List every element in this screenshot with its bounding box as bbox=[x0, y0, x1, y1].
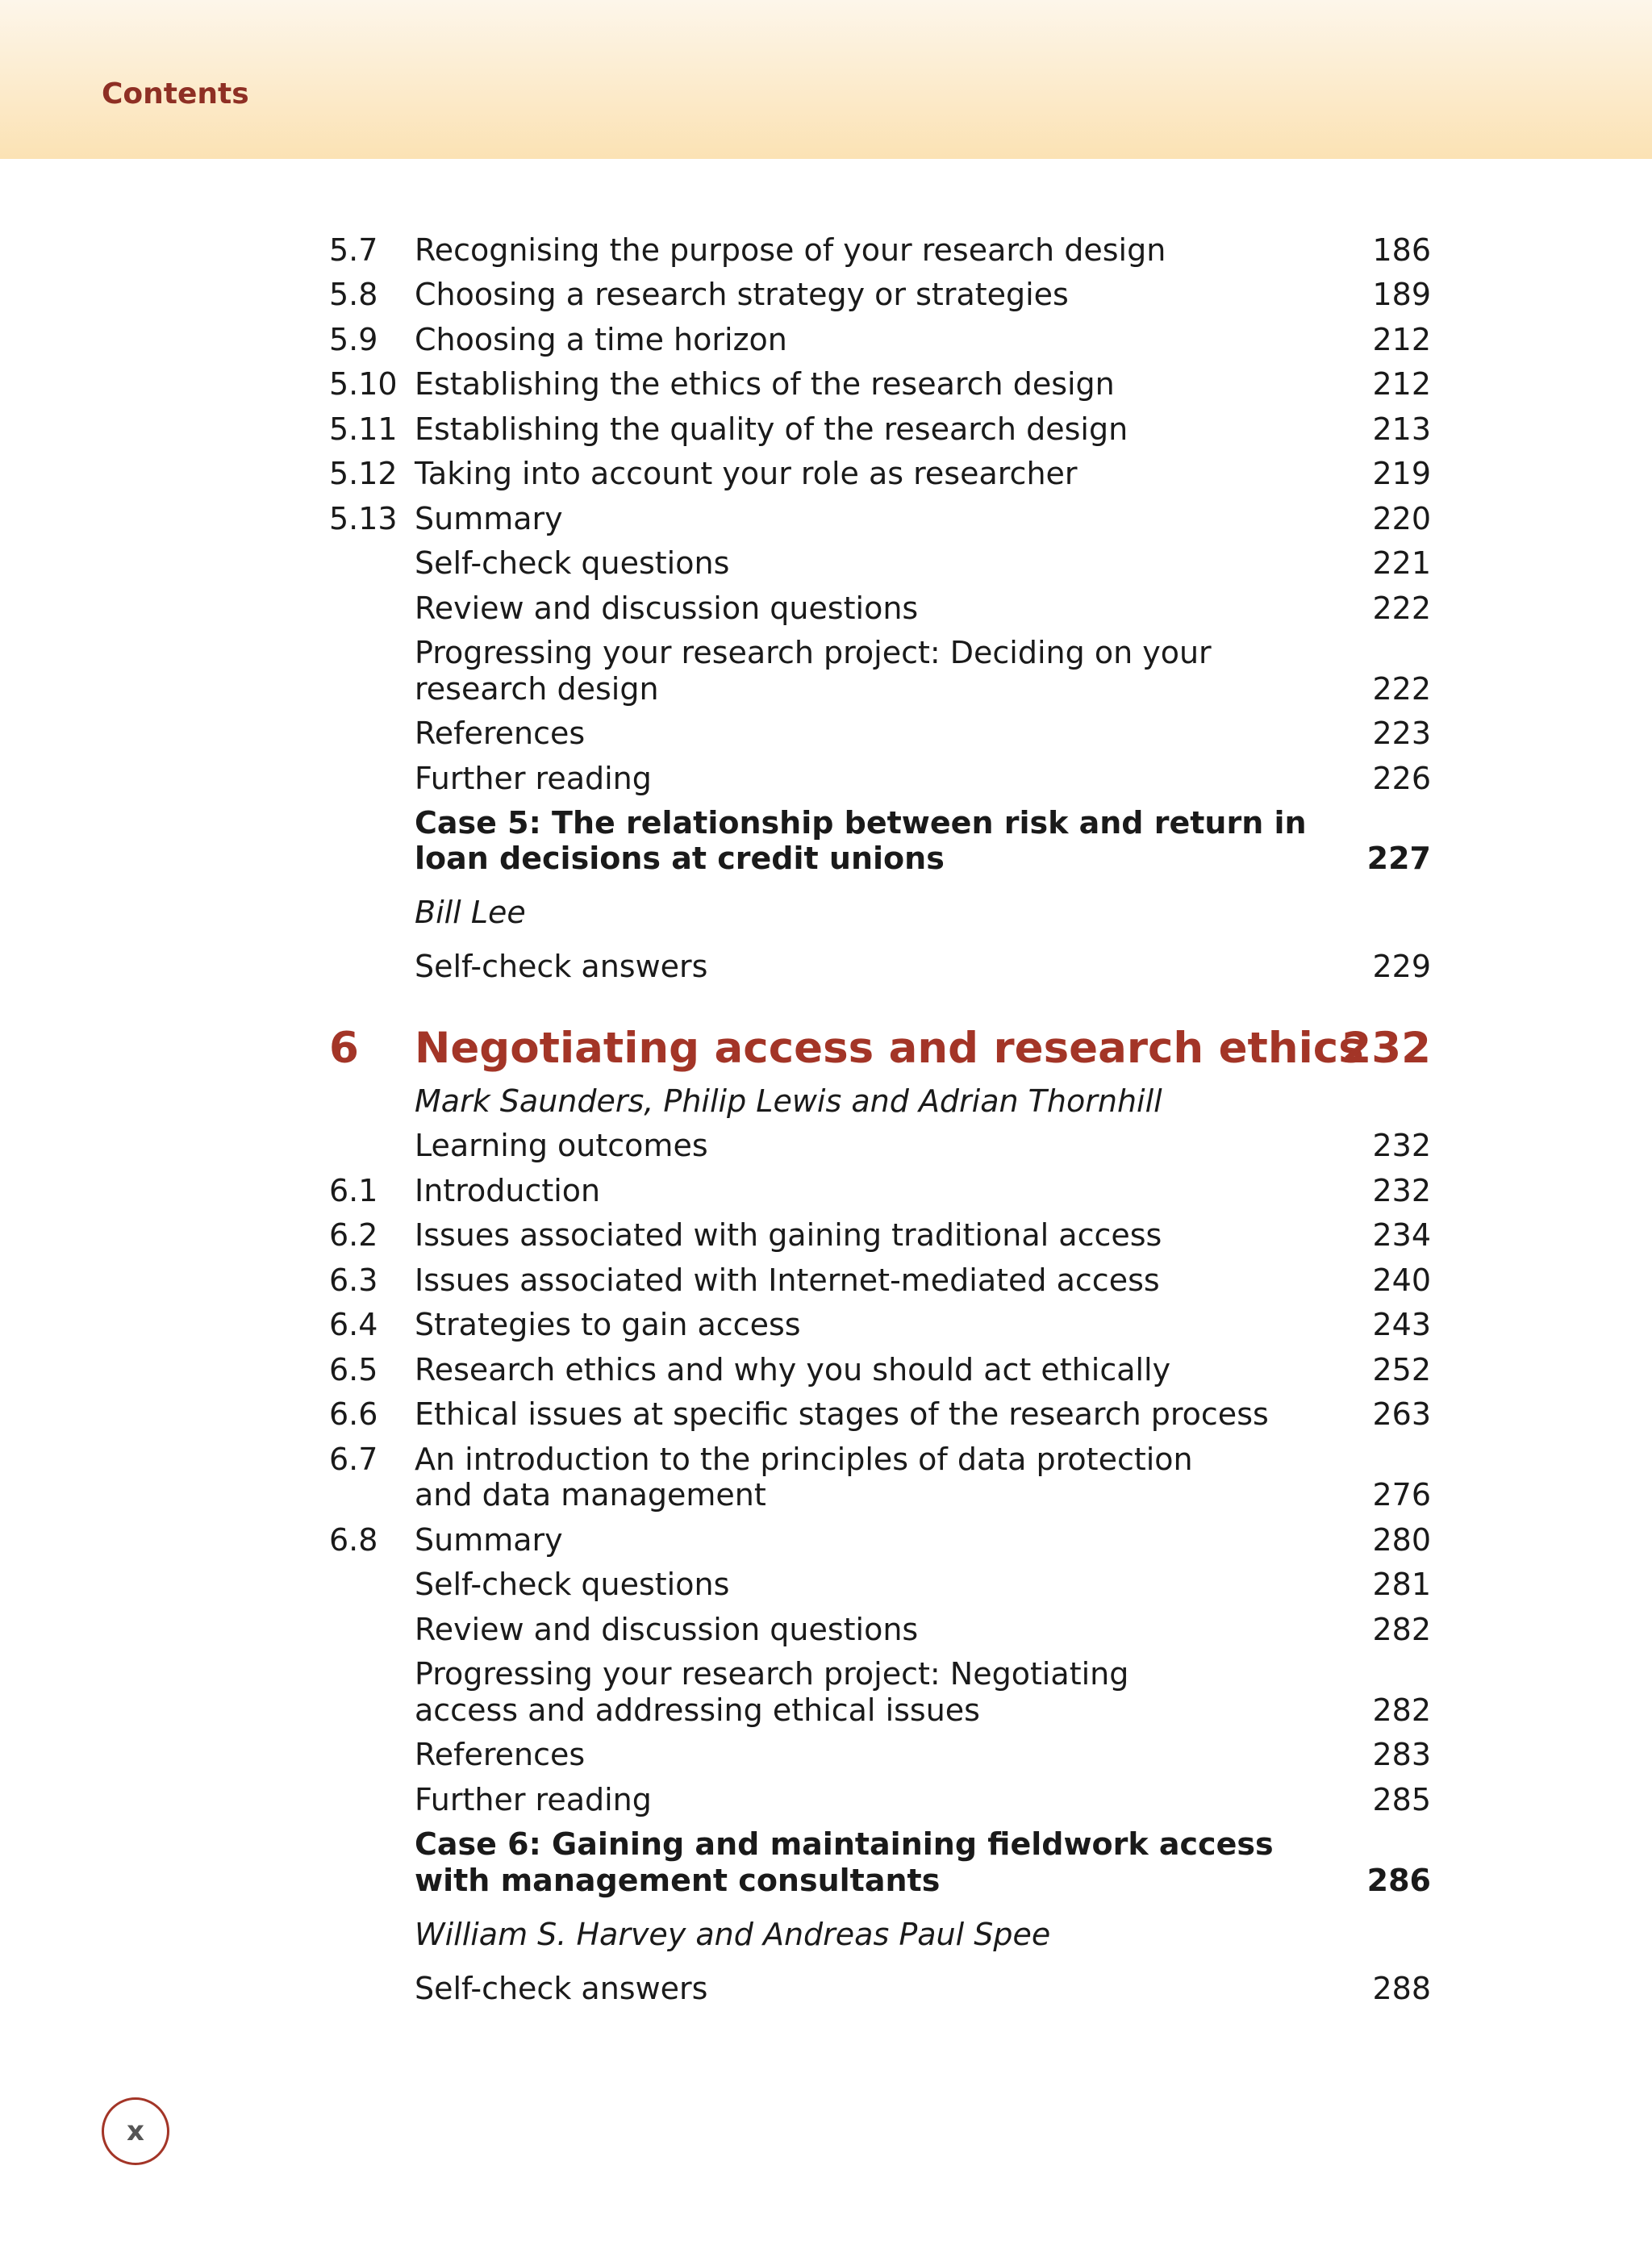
case-study-title: Case 6: Gaining and maintaining fieldwork access bbox=[415, 1826, 1274, 1862]
page-number: 212 bbox=[1372, 366, 1431, 402]
page-number: 222 bbox=[1372, 671, 1431, 707]
page-number: 213 bbox=[1372, 411, 1431, 447]
section-number: 6.5 bbox=[329, 1352, 378, 1387]
chapter-title: Negotiating access and research ethics bbox=[415, 1024, 1364, 1073]
section-title: Further reading bbox=[415, 1782, 652, 1817]
section-number: 6.7 bbox=[329, 1442, 378, 1477]
section-number: 5.7 bbox=[329, 232, 378, 268]
section-title: Choosing a time horizon bbox=[415, 322, 787, 357]
section-number: 6.8 bbox=[329, 1522, 378, 1558]
section-title: Issues associated with gaining traditional access bbox=[415, 1217, 1162, 1253]
section-number: 5.8 bbox=[329, 277, 378, 312]
page-number: 243 bbox=[1372, 1307, 1431, 1342]
running-header-title: Contents bbox=[102, 77, 249, 111]
section-title: References bbox=[415, 1737, 586, 1772]
page-number: 223 bbox=[1372, 716, 1431, 751]
page-number: 222 bbox=[1372, 590, 1431, 626]
section-number: 6.1 bbox=[329, 1173, 378, 1208]
section-number: 5.11 bbox=[329, 411, 398, 447]
section-title: Research ethics and why you should act ethically bbox=[415, 1352, 1171, 1387]
page-number: 234 bbox=[1372, 1217, 1431, 1253]
page-number: 263 bbox=[1372, 1396, 1431, 1432]
page-number: 280 bbox=[1372, 1522, 1431, 1558]
section-title: Progressing your research project: Negotiating bbox=[415, 1656, 1129, 1692]
section-title: Strategies to gain access bbox=[415, 1307, 801, 1342]
author-name: Bill Lee bbox=[415, 895, 526, 930]
section-title: Ethical issues at specific stages of the research process bbox=[415, 1396, 1269, 1432]
chapter-page-number: 232 bbox=[1341, 1024, 1431, 1073]
section-title: Review and discussion questions bbox=[415, 1612, 919, 1647]
page-number: 283 bbox=[1372, 1737, 1431, 1772]
section-title: Learning outcomes bbox=[415, 1128, 708, 1163]
section-number: 6.4 bbox=[329, 1307, 378, 1342]
section-number: 6.6 bbox=[329, 1396, 378, 1432]
section-title: research design bbox=[415, 671, 659, 707]
author-names: Mark Saunders, Philip Lewis and Adrian Thornhill bbox=[415, 1083, 1162, 1119]
section-title: Self-check answers bbox=[415, 1971, 708, 2006]
page-number: 226 bbox=[1372, 761, 1431, 796]
section-title: Choosing a research strategy or strategies bbox=[415, 277, 1069, 312]
section-number: 5.10 bbox=[329, 366, 398, 402]
section-title: Further reading bbox=[415, 761, 652, 796]
section-number: 6.2 bbox=[329, 1217, 378, 1253]
page-number: 276 bbox=[1372, 1477, 1431, 1513]
section-title: access and addressing ethical issues bbox=[415, 1692, 980, 1728]
page-number: 286 bbox=[1366, 1863, 1431, 1898]
section-number: 5.12 bbox=[329, 456, 398, 491]
case-study-title: Case 5: The relationship between risk and return in bbox=[415, 805, 1307, 841]
section-title: Establishing the quality of the research design bbox=[415, 411, 1128, 447]
page-number: 285 bbox=[1372, 1782, 1431, 1817]
page-number: 186 bbox=[1372, 232, 1431, 268]
page-number: 252 bbox=[1372, 1352, 1431, 1387]
section-title: Recognising the purpose of your research design bbox=[415, 232, 1166, 268]
page-number: 221 bbox=[1372, 545, 1431, 581]
section-title: Self-check questions bbox=[415, 545, 730, 581]
page-number: 288 bbox=[1372, 1971, 1431, 2006]
section-title: and data management bbox=[415, 1477, 766, 1513]
page-number: 232 bbox=[1372, 1128, 1431, 1163]
section-number: 5.13 bbox=[329, 501, 398, 536]
section-number: 6.3 bbox=[329, 1262, 378, 1298]
section-title: Introduction bbox=[415, 1173, 601, 1208]
section-title: Self-check questions bbox=[415, 1567, 730, 1602]
author-name: William S. Harvey and Andreas Paul Spee bbox=[415, 1917, 1051, 1952]
page-number: 282 bbox=[1372, 1612, 1431, 1647]
section-title: Establishing the ethics of the research design bbox=[415, 366, 1115, 402]
page-number: 189 bbox=[1372, 277, 1431, 312]
section-title: Summary bbox=[415, 1522, 563, 1558]
section-title: Taking into account your role as researcher bbox=[415, 456, 1078, 491]
page-number: 240 bbox=[1372, 1262, 1431, 1298]
section-number: 5.9 bbox=[329, 322, 378, 357]
page-number: 227 bbox=[1366, 841, 1431, 876]
chapter-number: 6 bbox=[329, 1024, 359, 1073]
section-title: Issues associated with Internet-mediated access bbox=[415, 1262, 1160, 1298]
section-title: Summary bbox=[415, 501, 563, 536]
page-number-badge bbox=[102, 2097, 169, 2165]
section-title: Self-check answers bbox=[415, 949, 708, 984]
page-number: 232 bbox=[1372, 1173, 1431, 1208]
page-number: 219 bbox=[1372, 456, 1431, 491]
page-number: 229 bbox=[1372, 949, 1431, 984]
page-number: 220 bbox=[1372, 501, 1431, 536]
section-title: Progressing your research project: Deciding on your bbox=[415, 635, 1212, 670]
case-study-title: loan decisions at credit unions bbox=[415, 841, 945, 876]
page-number: 281 bbox=[1372, 1567, 1431, 1602]
page-number: 212 bbox=[1372, 322, 1431, 357]
section-title: Review and discussion questions bbox=[415, 590, 919, 626]
section-title: References bbox=[415, 716, 586, 751]
section-title: An introduction to the principles of data protection bbox=[415, 1442, 1193, 1477]
page-number: 282 bbox=[1372, 1692, 1431, 1728]
case-study-title: with management consultants bbox=[415, 1863, 941, 1898]
folio-label: x bbox=[127, 2115, 144, 2147]
